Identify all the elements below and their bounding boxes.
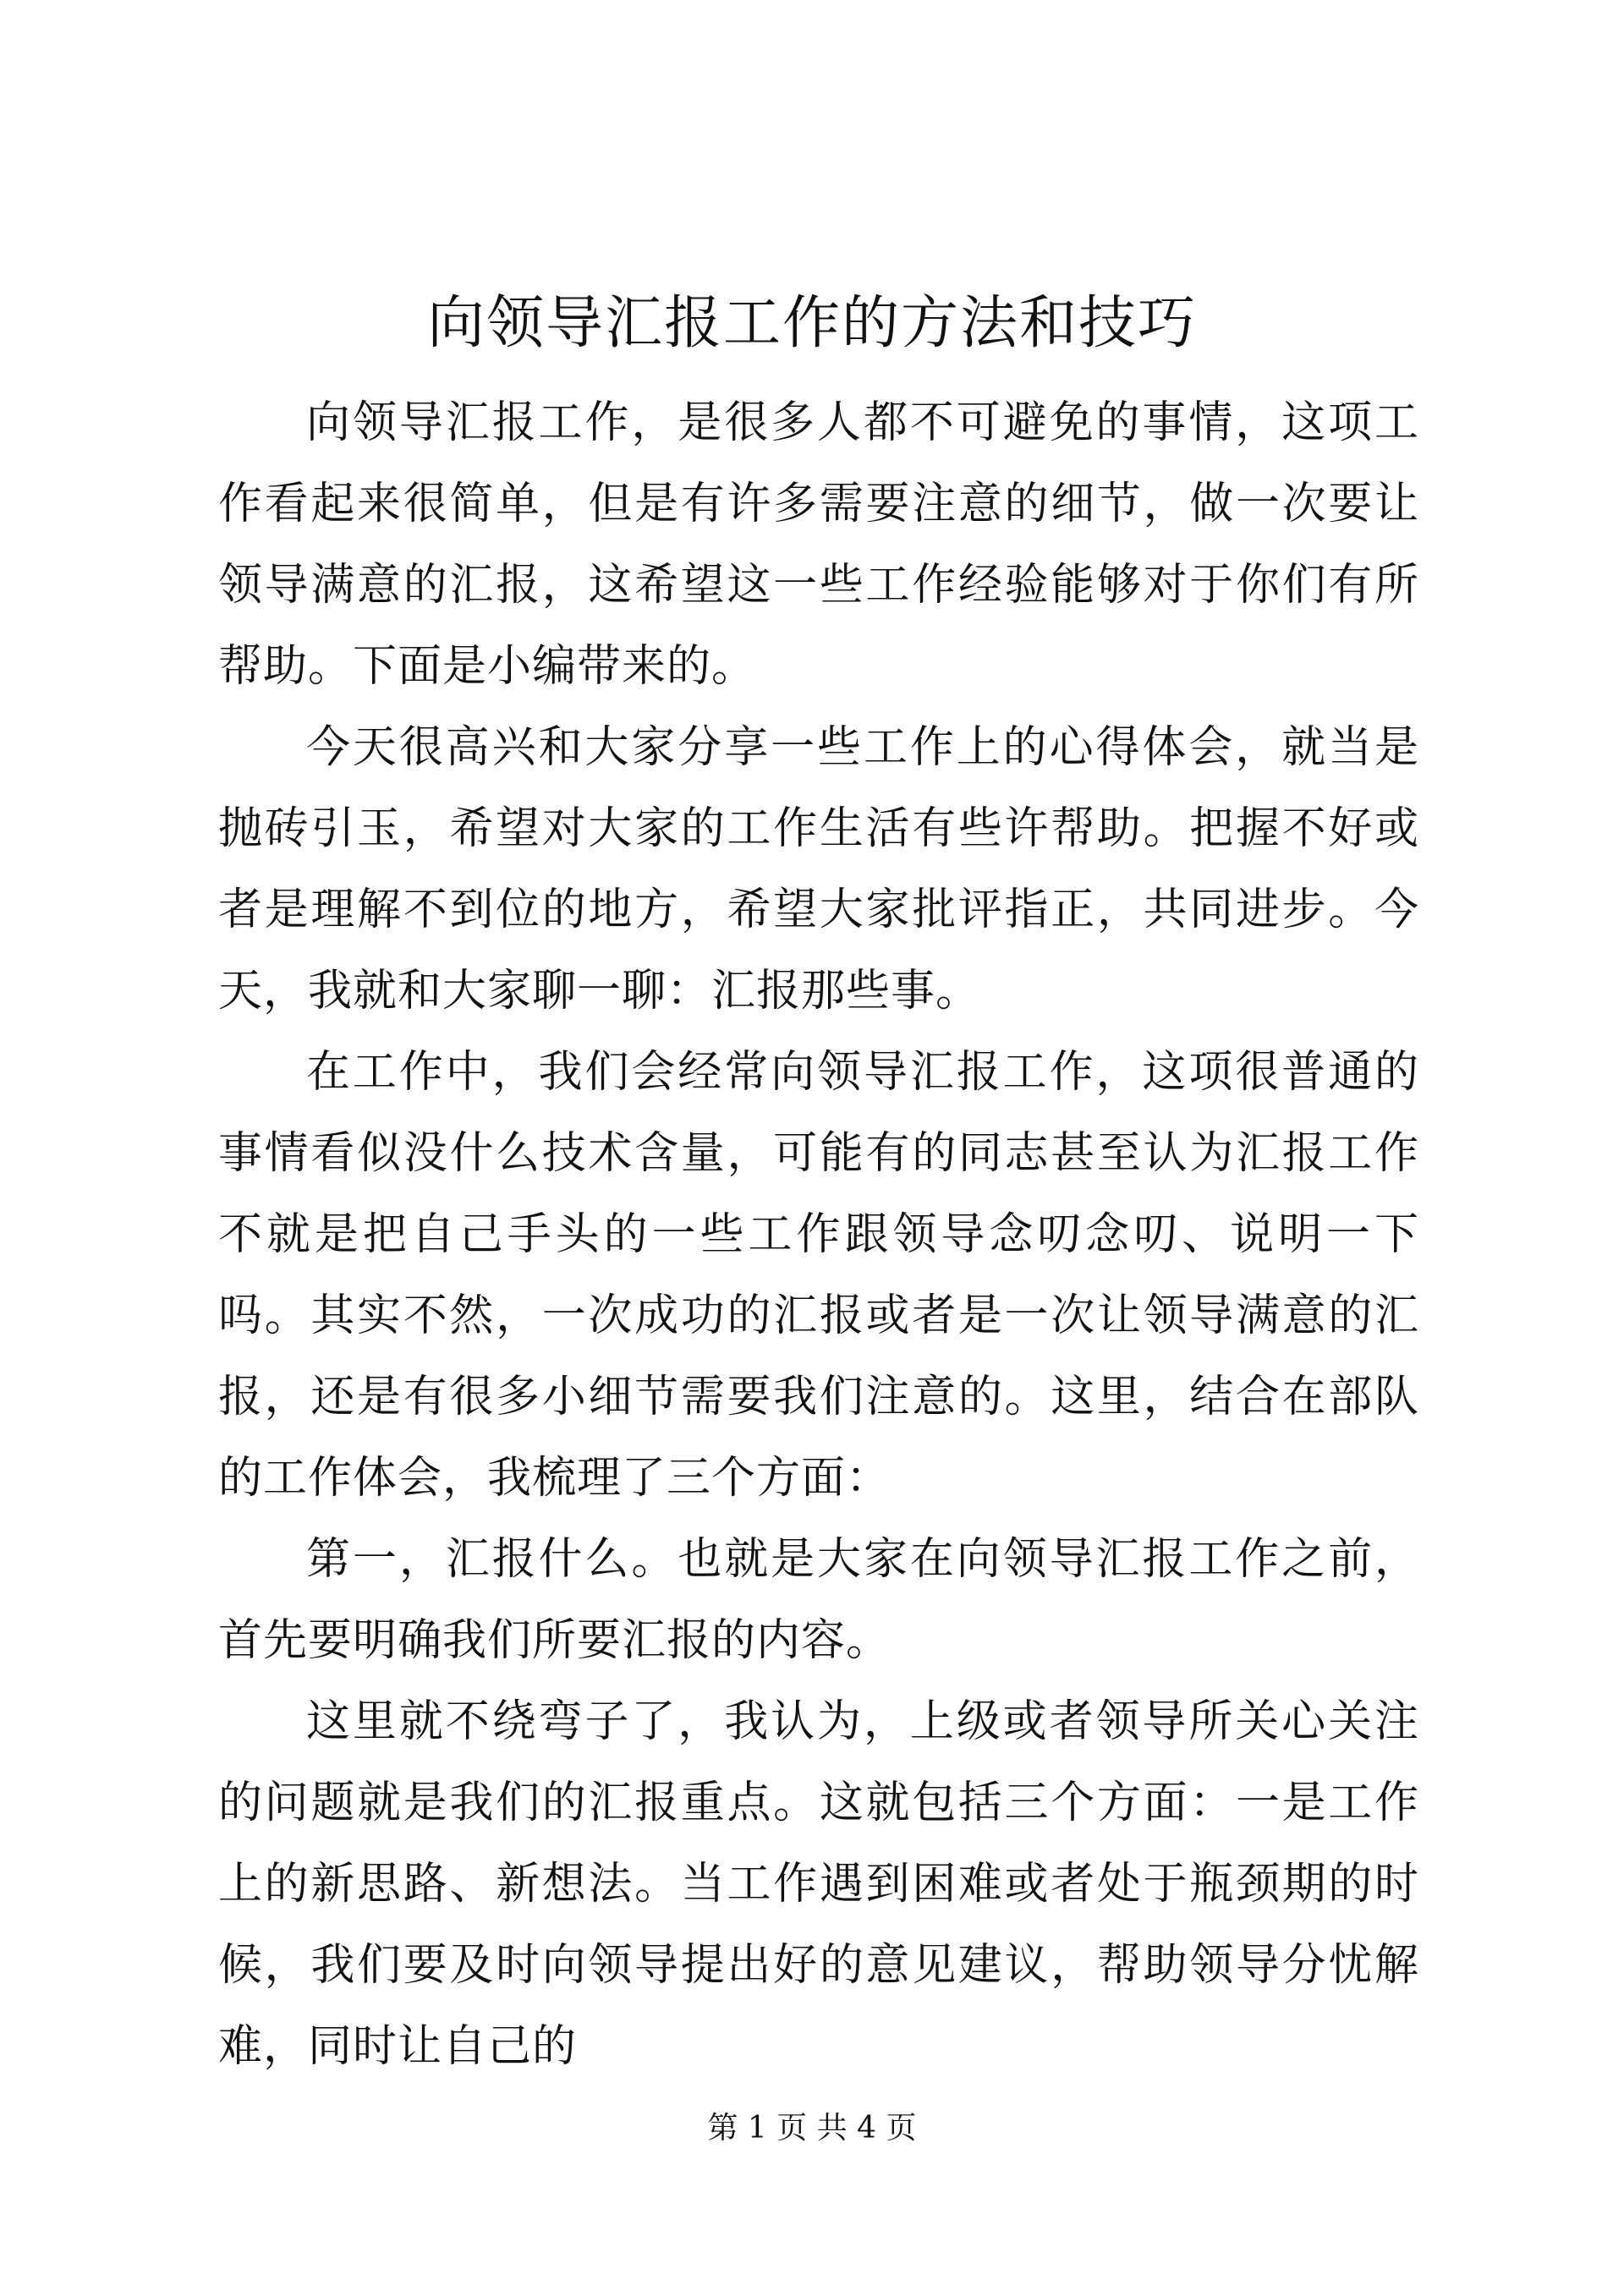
paragraph-5: 这里就不绕弯子了，我认为，上级或者领导所关心关注的问题就是我们的汇报重点。这就包括三个方面：一是工作上的新思路、新想法。当工作遇到困难或者处于瓶颈期的时候，我们要及时向领导提出好的意见建议，帮助领导分忧解难，同时让自己的 [218, 1696, 1419, 2072]
paragraph-1: 向领导汇报工作，是很多人都不可避免的事情，这项工作看起来很简单，但是有许多需要注意的细节，做一次要让领导满意的汇报，这希望这一些工作经验能够对于你们有所帮助。下面是小编带来的。 [218, 397, 1419, 692]
paragraph-4: 第一，汇报什么。也就是大家在向领导汇报工作之前，首先要明确我们所要汇报的内容。 [218, 1534, 1419, 1666]
paragraph-2: 今天很高兴和大家分享一些工作上的心得体会，就当是抛砖引玉，希望对大家的工作生活有些许帮助。把握不好或者是理解不到位的地方，希望大家批评指正，共同进步。今天，我就和大家聊一聊：汇报那些事。 [218, 722, 1419, 1016]
document-body [218, 382, 1419, 2087]
paragraph-3: 在工作中，我们会经常向领导汇报工作，这项很普通的事情看似没什么技术含量，可能有的同志甚至认为汇报工作不就是把自己手头的一些工作跟领导念叨念叨、说明一下吗。其实不然，一次成功的汇报或者是一次让领导满意的汇报，还是有很多小细节需要我们注意的。这里，结合在部队的工作体会，我梳理了三个方面： [218, 1047, 1419, 1504]
document-title: 向领导汇报工作的方法和技巧 [426, 290, 1197, 357]
page-number-footer: 第 1 页 共 4 页 [707, 2111, 917, 2145]
